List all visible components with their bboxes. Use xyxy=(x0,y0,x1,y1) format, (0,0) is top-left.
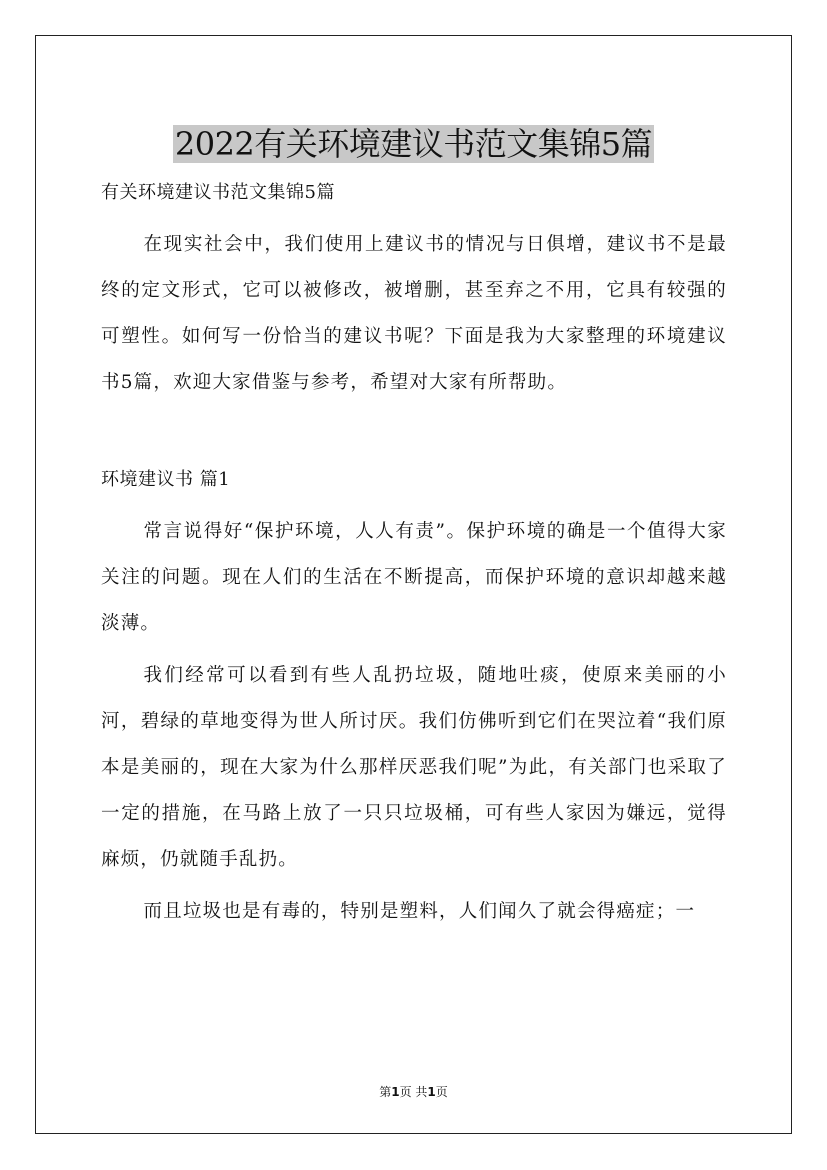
footer-page-mid: 页 共 xyxy=(399,1085,428,1099)
document-subtitle: 有关环境建议书范文集锦5篇 xyxy=(101,182,335,203)
body-paragraph: 常言说得好“保护环境，人人有责”。保护环境的确是一个值得大家关注的问题。现在人们的生活在不断提高，而保护环境的意识却越来越淡薄。 xyxy=(101,521,727,634)
body-paragraph: 我们经常可以看到有些人乱扔垃圾，随地吐痰，使原来美丽的小河，碧绿的草地变得为世人所讨厌。我们仿佛听到它们在哭泣着“我们原本是美丽的，现在大家为什么那样厌恶我们呢”为此，有关部门也采取了一定的措施，在马路上放了一只只垃圾桶，可有些人家因为嫌远，觉得麻烦，仍就随手乱扔。 xyxy=(101,665,727,870)
footer-page-prefix: 第 xyxy=(379,1085,392,1099)
document-title xyxy=(0,121,827,167)
footer-page-suffix: 页 xyxy=(435,1085,448,1099)
body-paragraph: 而且垃圾也是有毒的，特别是塑料，人们闻久了就会得癌症；一 xyxy=(143,901,696,922)
section-heading: 环境建议书 篇1 xyxy=(101,469,231,490)
intro-paragraph: 在现实社会中，我们使用上建议书的情况与日俱增，建议书不是最终的定文形式，它可以被修改，被增删，甚至弃之不用，它具有较强的可塑性。如何写一份恰当的建议书呢？下面是我为大家整理的环境建议书5篇，欢迎大家借鉴与参考，希望对大家有所帮助。 xyxy=(101,234,727,393)
title-highlight: 2022有关环境建议书范文集锦5篇 xyxy=(174,125,653,164)
footer-page-total: 1 xyxy=(427,1085,436,1099)
document-body xyxy=(101,170,727,935)
page-footer xyxy=(0,1082,827,1102)
footer-page-current: 1 xyxy=(391,1085,400,1099)
